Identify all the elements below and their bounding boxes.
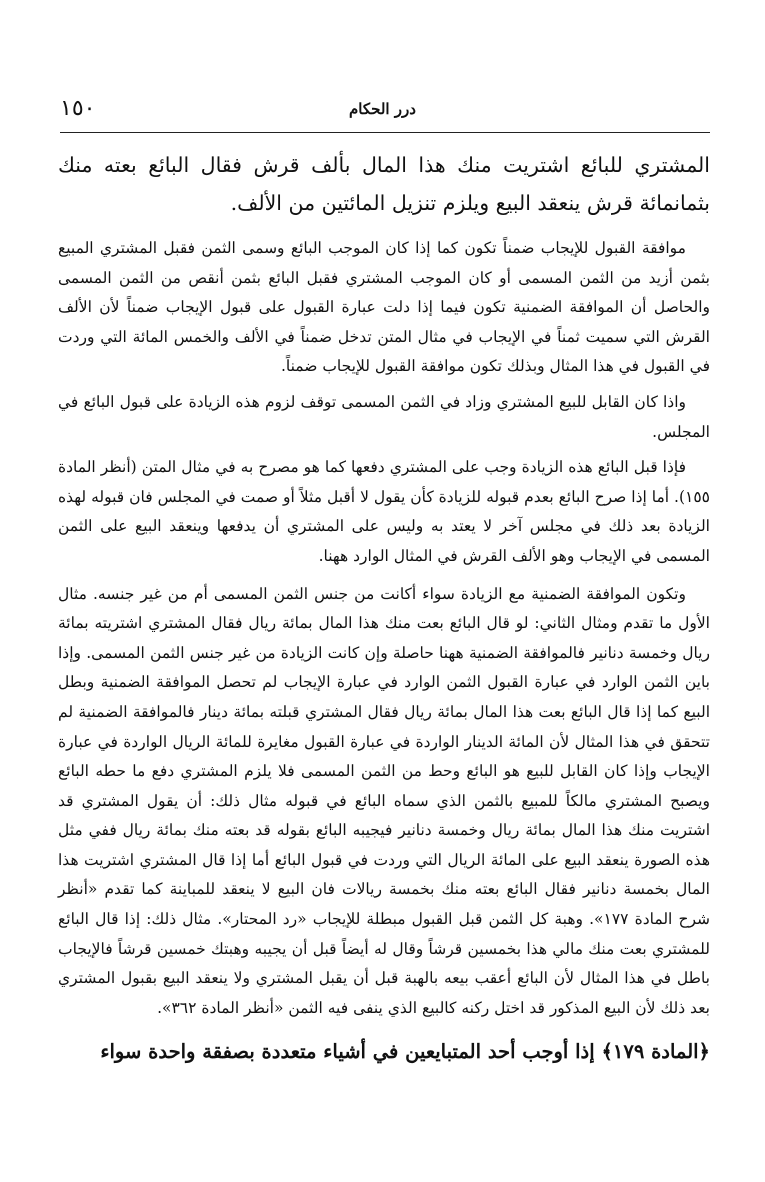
paragraph-seller-acceptance: فإذا قبل البائع هذه الزيادة وجب على المشتري دفعها كما هو مصرح به في مثال المتن (أنظر المادة ١٥٥). أما إذا صرح البائع بعدم قبوله للزيادة كأن يقول لا أقبل مثلاً أو صمت في المجلس فان قبوله لهذه الزيادة بعد ذلك في مجلس آخر لا يعتد به وليس على المشتري أن يدفعها وينعقد البيع على الثمن المسمى في الإيجاب وهو الألف القرش في المثال الوارد ههنا. (58, 458, 710, 565)
lead-paragraph: المشتري للبائع اشتريت منك هذا المال بألف قرش فقال البائع بعته منك بثمانمائة قرش ينعقد البيع ويلزم تنزيل المائتين من الألف. (58, 153, 710, 215)
header-divider (60, 132, 710, 133)
paragraph-buyer-increase: واذا كان القابل للبيع المشتري وزاد في الثمن المسمى توقف لزوم هذه الزيادة على قبول البائع في المجلس. (58, 392, 710, 441)
paragraph-currency-examples: وتكون الموافقة الضمنية مع الزيادة سواء أكانت من جنس الثمن المسمى أم من غير جنسه. مثال الأول ما تقدم ومثال الثاني: لو قال البائع بعت منك هذا المال بمائة ريال فقال المشتري اشتريته بمائة ريال وخمسة دنانير فالموافقة الضمنية ههنا حاصلة وإن كانت الزيادة من غير جنس الثمن المسمى. وإذا باين الثمن الوارد في عبارة القبول الثمن الوارد في عبارة الإيجاب لم تحصل الموافقة الضمنية وبطل البيع كما إذا قال البائع بعت هذا المال بمائة ريال فقال المشتري قبلته بمائة دينار فالموافقة الضمنية لم تتحقق في هذا المثال لأن المائة الدينار الواردة في عبارة القبول مغايرة للمائة الريال الواردة في عبارة الإيجاب وإذا كان القابل للبيع هو البائع وحط من الثمن المسمى فلا يلزم المشتري دفع ما حطه البائع ويصبح المشتري مالكاً للمبيع بالثمن الذي سماه البائع في قبوله مثال ذلك: أن يقول المشتري قد اشتريت منك هذا المال بمائة ريال وخمسة دنانير فيجيبه البائع بقوله قد بعته منك بمائة ريال ففي مثل هذه الصورة ينعقد البيع على المائة الريال التي وردت في قبول البائع أما إذا قال المشتري اشتريت هذا المال بخمسة دنانير فقال البائع بعته منك بخمسة ريالات فان البيع لا ينعقد للمباينة كما تقدم «أنظر شرح المادة ١٧٧». وهبة كل الثمن قبل القبول مبطلة للإيجاب «رد المحتار». مثال ذلك: إذا قال البائع للمشتري بعت منك مالي هذا بخمسين قرشاً وقال له أيضاً قبل أن يجيبه وهبتك خمسين قرشاً فالإيجاب باطل في هذا المثال لأن البائع أعقب بيعه بالهبة قبل أن يقبل المشتري ولا ينعقد البيع بقبول المشتري بعد ذلك لأن البيع المذكور قد اختل ركنه كالبيع الذي ينفى فيه الثمن «أنظر المادة ٣٦٢». (58, 584, 711, 1017)
running-title: درر الحكام (349, 100, 416, 118)
page-body (58, 146, 710, 1069)
paragraph-implicit-agreement: موافقة القبول للإيجاب ضمناً تكون كما إذا كان الموجب البائع وسمى الثمن فقبل المشتري المبيع بثمن أزيد من الثمن المسمى أو كان الموجب المشتري فقبل البائع بثمن أنقص من الثمن المسمى والحاصل أن الموافقة الضمنية تكون فيما إذا دلت عبارة القبول على قبول الإيجاب ضمناً لأن الألف القرش التي سميت ثمناً في الإيجاب في مثال المتن تدخل ضمناً في الألف والخمس المائة التي وردت في القبول في هذا المثال وبذلك تكون موافقة القبول للإيجاب ضمناً. (58, 239, 710, 376)
article-179-heading: ﴿المادة ١٧٩﴾ إذا أوجب أحد المتبايعين في أشياء متعددة بصفقة واحدة سواء (100, 1040, 710, 1064)
page-number: ١٥٠ (60, 96, 96, 121)
